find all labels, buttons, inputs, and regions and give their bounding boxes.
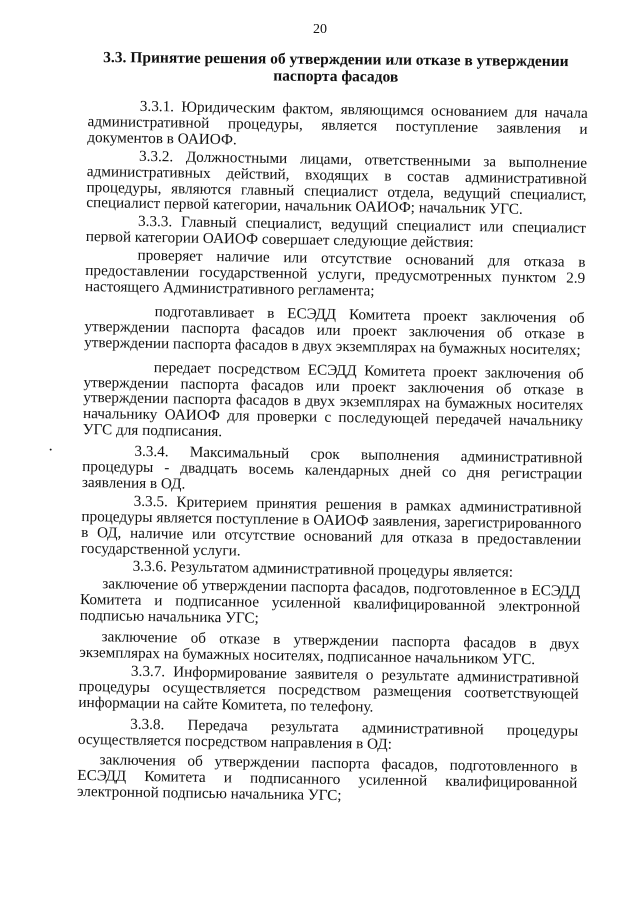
paragraph-3-3-3: 3.3.3. Главный специалист, ведущий специалист или специалист первой категории ОАИОФ совершает следующие действия: bbox=[85, 213, 587, 252]
paragraph-3-3-1: 3.3.1. Юридическим фактом, являющимся основанием для начала административной процедуры, является поступление заявления и документов в ОАИОФ. bbox=[87, 97, 588, 149]
list-item-refusal-conclusion: заключение об отказе в утверждении паспорта фасадов в двух экземплярах на бумажных носителях, подписанное начальником УГС. bbox=[79, 628, 580, 669]
list-item-approval-conclusion: заключение об утверждении паспорта фасадов, подготовленное в ЕСЭДД Комитета и подписанное усиленной квалифицированной электронной подписью начальника УГС; bbox=[79, 575, 581, 627]
paragraph-3-3-5: 3.3.5. Критерием принятия решения в рамках административной процедуры является поступление в ОАИОФ заявления, зарегистрированного в ОД, наличие или отсутствие оснований для отказа в предоставлении государственной услуги. bbox=[80, 492, 582, 560]
list-item-check-grounds: проверяет наличие или отсутствие оснований для отказа в предоставлении государственной услуги, предусмотренных пунктом 2.9 настоящего Административного регламента; bbox=[84, 246, 586, 300]
list-item-transfer-draft: передает посредством ЕСЭДД Комитета проект заключения об утверждении паспорта фасадов или проект заключения об отказе в утверждении паспорта фасадов в двух экземплярах на бумажных носителях начальнику ОАИОФ для проверки с последующей передачей начальнику УГС для подписания. bbox=[82, 358, 584, 441]
section-title: 3.3. Принятие решения об утверждении или отказе в утверждении паспорта фасадов bbox=[103, 49, 569, 86]
paragraph-3-3-4: 3.3.4. Максимальный срок выполнения административной процедуры - двадцать восемь календарных дней со дня регистрации заявления в ОД. bbox=[81, 442, 583, 493]
list-item-prepare-draft: подготавливает в ЕСЭДД Комитета проект заключения об утверждении паспорта фасадов или проект заключения об отказе в утверждении паспорта фасадов в двух экземплярах на бумажных носителях; bbox=[84, 302, 585, 359]
paragraph-3-3-7: 3.3.7. Информирование заявителя о результате административной процедуры осуществляется посредством размещения соответствующей информации на сайте Комитета, по телефону. bbox=[78, 662, 580, 716]
paragraph-3-3-8: 3.3.8. Передача результата административной процедуры осуществляется посредством направления в ОД: bbox=[77, 715, 579, 753]
paragraph-3-3-2: 3.3.2. Должностными лицами, ответственными за выполнение административных действий, входящих в состав административной процедуры, являются главный специалист отдела, ведущий специалист, специалист первой категории, начальник ОАИОФ; начальник УГС. bbox=[86, 147, 588, 219]
page-number: 20 bbox=[313, 22, 327, 37]
margin-mark: · bbox=[48, 442, 54, 459]
paragraph-3-3-6: 3.3.6. Результатом административной процедуры является: bbox=[132, 558, 514, 582]
list-item-transfer-approval: заключения об утверждении паспорта фасадов, подготовленного в ЕСЭДД Комитета и подписанного усиленной квалифицированной электронной подписью начальника УГС; bbox=[76, 751, 578, 805]
document-body bbox=[77, 98, 588, 808]
